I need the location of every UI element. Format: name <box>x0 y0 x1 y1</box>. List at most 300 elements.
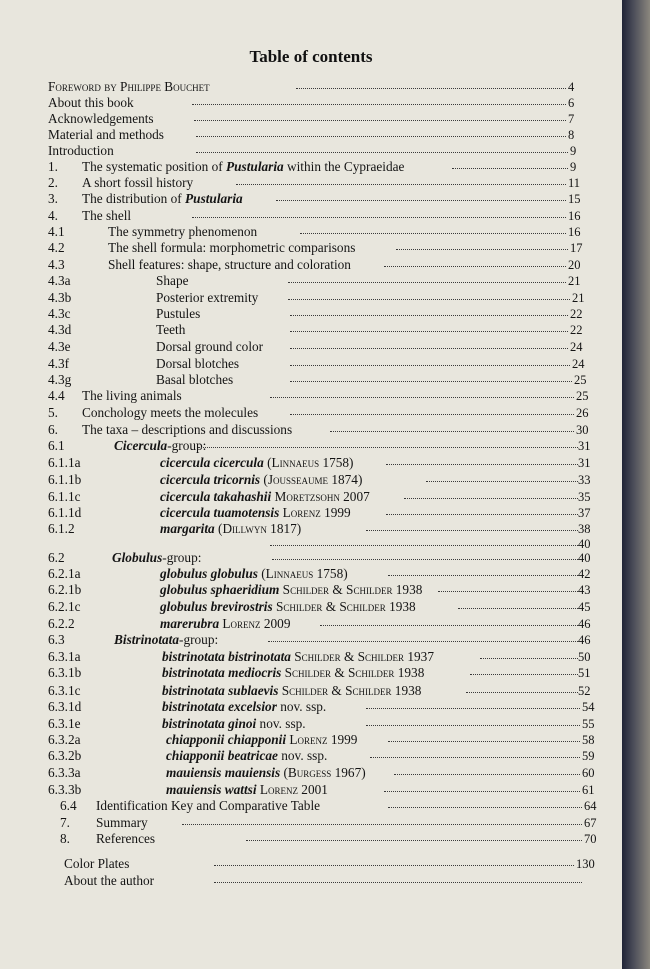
toc-dot-leader <box>388 807 582 808</box>
toc-entry-title <box>166 748 327 764</box>
toc-entry-number: 4.2 <box>48 240 65 255</box>
toc-entry-page-number: 130 <box>576 857 595 871</box>
toc-entry <box>0 455 622 471</box>
toc-entry <box>0 111 622 127</box>
toc-entry-page-number: 21 <box>568 274 581 288</box>
toc-entry-title <box>114 438 206 454</box>
toc-dot-leader <box>214 865 574 866</box>
toc-dot-leader <box>192 104 566 105</box>
toc-entry <box>0 79 622 95</box>
toc-entry-title <box>166 732 357 748</box>
toc-entry <box>0 191 622 207</box>
toc-entry-title <box>156 306 200 322</box>
toc-entry <box>0 856 622 872</box>
toc-dot-leader <box>404 498 578 499</box>
toc-entry-title-part: (Linnaeus 1758) <box>263 455 354 470</box>
toc-entry-page-number: 33 <box>578 473 591 487</box>
toc-entry <box>0 798 622 814</box>
toc-entry-page-number: 61 <box>582 783 595 797</box>
toc-entry <box>0 521 622 537</box>
toc-entry-number: 6.3.2b <box>48 748 82 763</box>
toc-entry-title <box>160 566 348 582</box>
toc-entry-number: 6.3 <box>48 632 65 647</box>
toc-entry-page-number: 16 <box>568 225 581 239</box>
toc-entry <box>0 815 622 831</box>
toc-entry <box>0 438 622 454</box>
toc-dot-leader <box>276 200 566 201</box>
toc-entry-title-part: Cicercula <box>114 438 168 453</box>
toc-entry <box>0 505 622 521</box>
toc-entry-number: 6.2.1a <box>48 566 81 581</box>
toc-entry-number: 6.2.1b <box>48 582 82 597</box>
toc-dot-leader <box>290 348 568 349</box>
toc-entry-title-part: Acknowledgements <box>48 111 154 126</box>
toc-entry-title <box>156 339 263 355</box>
toc-entry-title-part: Dorsal ground color <box>156 339 264 354</box>
toc-entry-title <box>82 422 292 438</box>
toc-entry-title-part: (Burgess 1967) <box>280 765 366 780</box>
toc-entry <box>0 257 622 273</box>
toc-entry-title <box>156 273 189 289</box>
toc-dot-leader <box>480 658 578 659</box>
toc-entry-title <box>156 290 258 306</box>
toc-entry <box>0 240 622 256</box>
toc-entry-number: 6. <box>48 422 58 437</box>
toc-entry <box>0 95 622 111</box>
toc-dot-leader <box>386 464 578 465</box>
toc-entry-number: 4.3a <box>48 273 71 288</box>
toc-entry-number: 4.3f <box>48 356 70 371</box>
toc-entry-title <box>82 175 193 191</box>
toc-entry-page-number: 8 <box>568 128 575 142</box>
toc-entry-title-part: marerubra <box>160 616 220 631</box>
toc-entry-number: 4.3e <box>48 339 71 354</box>
toc-entry <box>0 322 622 338</box>
toc-entry-page-number: 67 <box>584 816 597 830</box>
toc-entry <box>0 616 622 632</box>
toc-entry-page-number: 59 <box>582 749 595 763</box>
toc-entry <box>0 472 622 488</box>
toc-entry-page-number: 50 <box>578 650 591 664</box>
toc-entry <box>0 566 622 582</box>
toc-entry-title-part: About the author <box>64 873 155 888</box>
toc-entry-number: 6.3.2a <box>48 732 81 747</box>
toc-entry-title-part: Dorsal blotches <box>156 356 240 371</box>
toc-entry-number: 6.3.1e <box>48 716 81 731</box>
toc-dot-leader <box>194 120 566 121</box>
toc-entry-number: 2. <box>48 175 58 190</box>
toc-entry-page-number: 46 <box>578 617 591 631</box>
toc-entry <box>0 716 622 732</box>
toc-entry-number: 6.3.1a <box>48 649 81 664</box>
toc-entry-title-part: Pustules <box>156 306 201 321</box>
toc-entry-page-number: 46 <box>578 633 591 647</box>
toc-entry-page-number: 40 <box>578 537 591 551</box>
toc-entry-number: 8. <box>60 831 70 846</box>
toc-entry <box>0 143 622 159</box>
toc-entry-title <box>108 224 257 240</box>
toc-entry-title <box>82 405 258 421</box>
toc-entry-title-part: A short fossil history <box>82 175 194 190</box>
toc-entry-title <box>48 95 134 111</box>
toc-entry-page-number: 38 <box>578 522 591 536</box>
toc-dot-leader <box>296 88 566 89</box>
toc-dot-leader <box>458 608 578 609</box>
toc-entry-number: 6.3.1c <box>48 683 81 698</box>
toc-entry-number: 6.2 <box>48 550 65 565</box>
toc-entry-title-part: -group: <box>162 550 202 565</box>
toc-entry <box>0 339 622 355</box>
toc-dot-leader <box>196 152 568 153</box>
toc-entry-page-number: 25 <box>576 389 589 403</box>
toc-entry-number: 7. <box>60 815 70 830</box>
toc-dot-leader <box>386 514 578 515</box>
toc-entry-title-part: globulus sphaeridium <box>160 582 280 597</box>
toc-entry-page-number: 9 <box>570 144 577 158</box>
toc-entry-page-number: 15 <box>568 192 581 206</box>
toc-entry <box>0 748 622 764</box>
toc-entry-title-part: globulus brevirostris <box>160 599 273 614</box>
toc-entry-title <box>114 632 218 648</box>
toc-dot-leader <box>396 249 568 250</box>
toc-entry-page-number: 51 <box>578 666 591 680</box>
toc-dot-leader <box>290 315 568 316</box>
toc-entry-number: 3. <box>48 191 58 206</box>
toc-entry-title-part: The living animals <box>82 388 182 403</box>
toc-entry-page-number: 35 <box>578 490 591 504</box>
toc-entry-title <box>160 489 370 505</box>
toc-entry-title <box>156 356 239 372</box>
toc-entry-number: 5. <box>48 405 58 420</box>
toc-entry-page-number: 9 <box>570 160 577 174</box>
toc-entry-title-part: Schilder & Schilder 1937 <box>290 649 434 664</box>
toc-entry-title-part: The systematic position of <box>82 159 227 174</box>
toc-entry-page-number: 26 <box>576 406 589 420</box>
toc-dot-leader <box>384 791 580 792</box>
toc-entry-title-part: cicercula tuamotensis <box>160 505 280 520</box>
toc-entry-title <box>160 521 301 537</box>
toc-entry-number: 4.3 <box>48 257 65 272</box>
toc-entry-page-number: 21 <box>572 291 585 305</box>
toc-entry-number: 6.4 <box>60 798 77 813</box>
toc-entry-title <box>48 111 154 127</box>
toc-entry-title <box>48 79 210 95</box>
toc-entry-title-part: Shape <box>156 273 189 288</box>
toc-entry <box>0 873 622 889</box>
toc-entry-number: 6.2.2 <box>48 616 75 631</box>
toc-entry-title-part: The shell formula: morphometric comparisons <box>108 240 356 255</box>
toc-entry-page-number: 54 <box>582 700 595 714</box>
toc-entry-number: 4.3c <box>48 306 71 321</box>
toc-entry-title <box>96 815 148 831</box>
toc-dot-leader <box>466 692 578 693</box>
toc-entry-title-part: bistrinotata excelsior <box>162 699 277 714</box>
toc-entry <box>0 388 622 404</box>
toc-entry <box>0 489 622 505</box>
toc-entry <box>0 665 622 681</box>
toc-dot-leader <box>214 882 582 883</box>
toc-entry-page-number: 31 <box>578 456 591 470</box>
toc-entry <box>0 782 622 798</box>
toc-entry-page-number: 25 <box>574 373 587 387</box>
toc-dot-leader <box>192 217 566 218</box>
toc-entry-title <box>96 831 155 847</box>
toc-entry-title-part: margarita <box>160 521 215 536</box>
toc-dot-leader <box>394 774 580 775</box>
toc-entry-page-number: 52 <box>578 684 591 698</box>
toc-entry-title-part: Posterior extremity <box>156 290 259 305</box>
toc-entry-title-part: (Dillwyn 1817) <box>214 521 302 536</box>
toc-entry-page-number: 22 <box>570 323 583 337</box>
toc-entry-page-number: 24 <box>570 340 583 354</box>
toc-entry-page-number: 30 <box>576 423 589 437</box>
toc-entry-title-part: Bistrinotata <box>114 632 180 647</box>
toc-entry-title-part: Foreword by Philippe Bouchet <box>48 79 210 94</box>
toc-entry-title <box>112 550 201 566</box>
toc-entry-title-part: Teeth <box>156 322 186 337</box>
toc-dot-leader <box>366 530 578 531</box>
toc-dot-leader <box>426 481 578 482</box>
toc-entry-title-part: Lorenz 1999 <box>286 732 358 747</box>
toc-entry-page-number: 20 <box>568 258 581 272</box>
toc-entry-title <box>162 716 306 732</box>
toc-entry-title <box>48 143 114 159</box>
toc-entry-number: 6.1.1d <box>48 505 82 520</box>
toc-entry-title <box>48 127 164 143</box>
toc-entry-title-part: globulus globulus <box>160 566 258 581</box>
toc-entry-title-part: Moretzsohn 2007 <box>271 489 370 504</box>
toc-entry-title-part: Pustularia <box>226 159 284 174</box>
toc-entry-page-number: 17 <box>570 241 583 255</box>
toc-entry-title-part: (Linnaeus 1758) <box>257 566 348 581</box>
toc-entry-title-part: Pustularia <box>185 191 243 206</box>
toc-entry-page-number: 31 <box>578 439 591 453</box>
toc-entry-title-part: References <box>96 831 156 846</box>
toc-entry-title-part: -group: <box>167 438 207 453</box>
toc-entry-page-number: 37 <box>578 506 591 520</box>
toc-dot-leader <box>470 674 578 675</box>
toc-entry-title <box>108 240 355 256</box>
toc-entry-title-part: bistrinotata bistrinotata <box>162 649 291 664</box>
toc-dot-leader <box>290 331 568 332</box>
toc-entry-title-part: nov. ssp. <box>276 699 327 714</box>
toc-dot-leader <box>236 184 566 185</box>
toc-entry-number: 6.1.2 <box>48 521 75 536</box>
toc-entry-page-number: 60 <box>582 766 595 780</box>
toc-entry-title-part: Summary <box>96 815 148 830</box>
toc-entry-title-part: bistrinotata mediocris <box>162 665 282 680</box>
toc-entry-title-part: nov. ssp. <box>277 748 328 763</box>
toc-entry-page-number: 4 <box>568 80 575 94</box>
toc-entry-title-part: mauiensis wattsi <box>166 782 257 797</box>
toc-entry-number: 4.3b <box>48 290 72 305</box>
toc-entry-title-part: cicercula tricornis <box>160 472 261 487</box>
toc-entry-title <box>160 455 353 471</box>
toc-entry <box>0 550 622 566</box>
toc-entry-page-number: 45 <box>578 600 591 614</box>
toc-entry <box>0 649 622 665</box>
toc-entry <box>0 599 622 615</box>
toc-entry-number: 6.3.3b <box>48 782 82 797</box>
toc-entry <box>0 208 622 224</box>
toc-entry-title-part: chiapponii beatricae <box>166 748 278 763</box>
toc-entry-title-part: Lorenz 1999 <box>279 505 351 520</box>
toc-entry-title-part: (Jousseaume 1874) <box>260 472 363 487</box>
toc-entry-title <box>96 798 320 814</box>
toc-dot-leader <box>290 381 572 382</box>
toc-entry-title-part: Globulus <box>112 550 163 565</box>
toc-entry-title <box>156 372 233 388</box>
toc-entry-title-part: Color Plates <box>64 856 130 871</box>
toc-entry <box>0 127 622 143</box>
toc-entry-title <box>82 208 131 224</box>
toc-entry <box>0 732 622 748</box>
toc-entry-title-part: nov. ssp. <box>256 716 306 731</box>
toc-entry-title <box>156 322 185 338</box>
toc-entry-page-number: 11 <box>568 176 581 190</box>
toc-entry-number: 6.2.1c <box>48 599 81 614</box>
toc-entry <box>0 273 622 289</box>
toc-entry-title-part: bistrinotata ginoi <box>162 716 257 731</box>
toc-dot-leader <box>182 824 582 825</box>
toc-entry-title <box>160 582 422 598</box>
toc-dot-leader <box>388 741 580 742</box>
toc-entry-title <box>82 388 182 404</box>
toc-entry-number: 6.1.1c <box>48 489 81 504</box>
toc-entry-page-number: 7 <box>568 112 575 126</box>
toc-entry-title-part: Schilder & Schilder 1938 <box>279 582 423 597</box>
toc-dot-leader <box>366 725 580 726</box>
toc-dot-leader <box>290 365 570 366</box>
toc-entry-title-part: Schilder & Schilder 1938 <box>272 599 416 614</box>
toc-entry-number: 6.1.1b <box>48 472 82 487</box>
toc-entry-number: 4.3d <box>48 322 72 337</box>
toc-entry-title <box>160 599 416 615</box>
toc-entry-title <box>108 257 351 273</box>
toc-dot-leader <box>366 708 580 709</box>
toc-dot-leader <box>300 233 566 234</box>
toc-dot-leader <box>438 591 578 592</box>
toc-entry-title <box>82 191 243 207</box>
toc-entry-title-part: cicercula cicercula <box>160 455 264 470</box>
toc-entry-title-part: Lorenz 2009 <box>219 616 291 631</box>
toc-entry-title <box>162 699 326 715</box>
toc-entry-title <box>166 782 328 798</box>
toc-entry-title-part: Lorenz 2001 <box>256 782 328 797</box>
toc-entry-title-part: Introduction <box>48 143 114 158</box>
toc-dot-leader <box>198 447 578 448</box>
toc-entry <box>0 175 622 191</box>
toc-dot-leader <box>196 136 566 137</box>
toc-entry-title <box>166 765 366 781</box>
toc-entry-title-part: Shell features: shape, structure and coloration <box>108 257 351 272</box>
toc-entry-page-number: 43 <box>578 583 591 597</box>
toc-dot-leader <box>268 641 578 642</box>
toc-entry-title-part: Schilder & Schilder 1938 <box>281 665 425 680</box>
toc-entry-number: 4.1 <box>48 224 65 239</box>
toc-entry <box>0 356 622 372</box>
page-title: Table of contents <box>249 47 373 66</box>
toc-entry-title <box>160 472 362 488</box>
toc-entry-page-number: 58 <box>582 733 595 747</box>
toc-entry-title <box>160 616 290 632</box>
toc-entry-title-part: About this book <box>48 95 134 110</box>
toc-entry-title-part: cicercula takahashii <box>160 489 272 504</box>
toc-entry-title-part: Identification Key and Comparative Table <box>96 798 321 813</box>
toc-entry-title <box>162 649 434 665</box>
toc-entry-title-part: The shell <box>82 208 132 223</box>
toc-entry <box>0 290 622 306</box>
toc-entry-page-number: 22 <box>570 307 583 321</box>
toc-entry-number: 4.3g <box>48 372 72 387</box>
toc-entry-title-part: Schilder & Schilder 1938 <box>278 683 422 698</box>
toc-dot-leader <box>288 282 566 283</box>
toc-entry-title-part: The symmetry phenomenon <box>108 224 258 239</box>
toc-entry-number: 4.4 <box>48 388 65 403</box>
toc-entry <box>0 765 622 781</box>
toc-dot-leader <box>290 414 574 415</box>
toc-entry-title-part: chiapponii chiapponii <box>166 732 287 747</box>
toc-dot-leader <box>270 545 578 546</box>
toc-entry-title <box>162 665 424 681</box>
toc-entry-title-part: Conchology meets the molecules <box>82 405 259 420</box>
toc-entry-page-number: 6 <box>568 96 575 110</box>
toc-entry <box>0 405 622 421</box>
toc-entry <box>0 159 622 175</box>
toc-entry-title-part: The distribution of <box>82 191 186 206</box>
toc-entry <box>0 582 622 598</box>
toc-entry-page-number: 24 <box>572 357 585 371</box>
toc-entry-title <box>64 873 154 889</box>
toc-entry-title-part: bistrinotata sublaevis <box>162 683 279 698</box>
toc-dot-leader <box>246 840 582 841</box>
toc-dot-leader <box>270 397 574 398</box>
toc-entry-number: 4. <box>48 208 58 223</box>
toc-entry-page-number: 70 <box>584 832 597 846</box>
toc-dot-leader <box>370 757 580 758</box>
toc-entry-number: 1. <box>48 159 58 174</box>
toc-entry-title-part: within the Cypraeidae <box>283 159 405 174</box>
toc-dot-leader <box>452 168 568 169</box>
toc-entry-number: 6.3.1b <box>48 665 82 680</box>
toc-dot-leader <box>384 266 566 267</box>
toc-entry-title <box>82 159 404 175</box>
toc-entry-number: 6.3.3a <box>48 765 81 780</box>
toc-entry-title <box>64 856 129 872</box>
toc-dot-leader <box>320 625 578 626</box>
toc-entry <box>0 683 622 699</box>
toc-entry-page-number: 64 <box>584 799 597 813</box>
toc-dot-leader <box>288 299 570 300</box>
toc-entry-number: 6.1 <box>48 438 65 453</box>
toc-entry-number: 6.1.1a <box>48 455 81 470</box>
toc-entry-title-part: -group: <box>179 632 219 647</box>
toc-entry <box>0 422 622 438</box>
toc-entry <box>0 372 622 388</box>
toc-entry-title-part: The taxa – descriptions and discussions <box>82 422 293 437</box>
toc-entry-title <box>162 683 421 699</box>
toc-entry-title-part: Basal blotches <box>156 372 234 387</box>
toc-entry <box>0 306 622 322</box>
toc-entry-page-number: 55 <box>582 717 595 731</box>
toc-entry-title-part: mauiensis mauiensis <box>166 765 281 780</box>
toc-entry-page-number: 42 <box>578 567 591 581</box>
book-cover-edge <box>622 0 650 969</box>
toc-entry-title-part: Material and methods <box>48 127 164 142</box>
toc-dot-leader <box>272 559 578 560</box>
toc-entry <box>0 224 622 240</box>
toc-dot-leader <box>388 575 578 576</box>
